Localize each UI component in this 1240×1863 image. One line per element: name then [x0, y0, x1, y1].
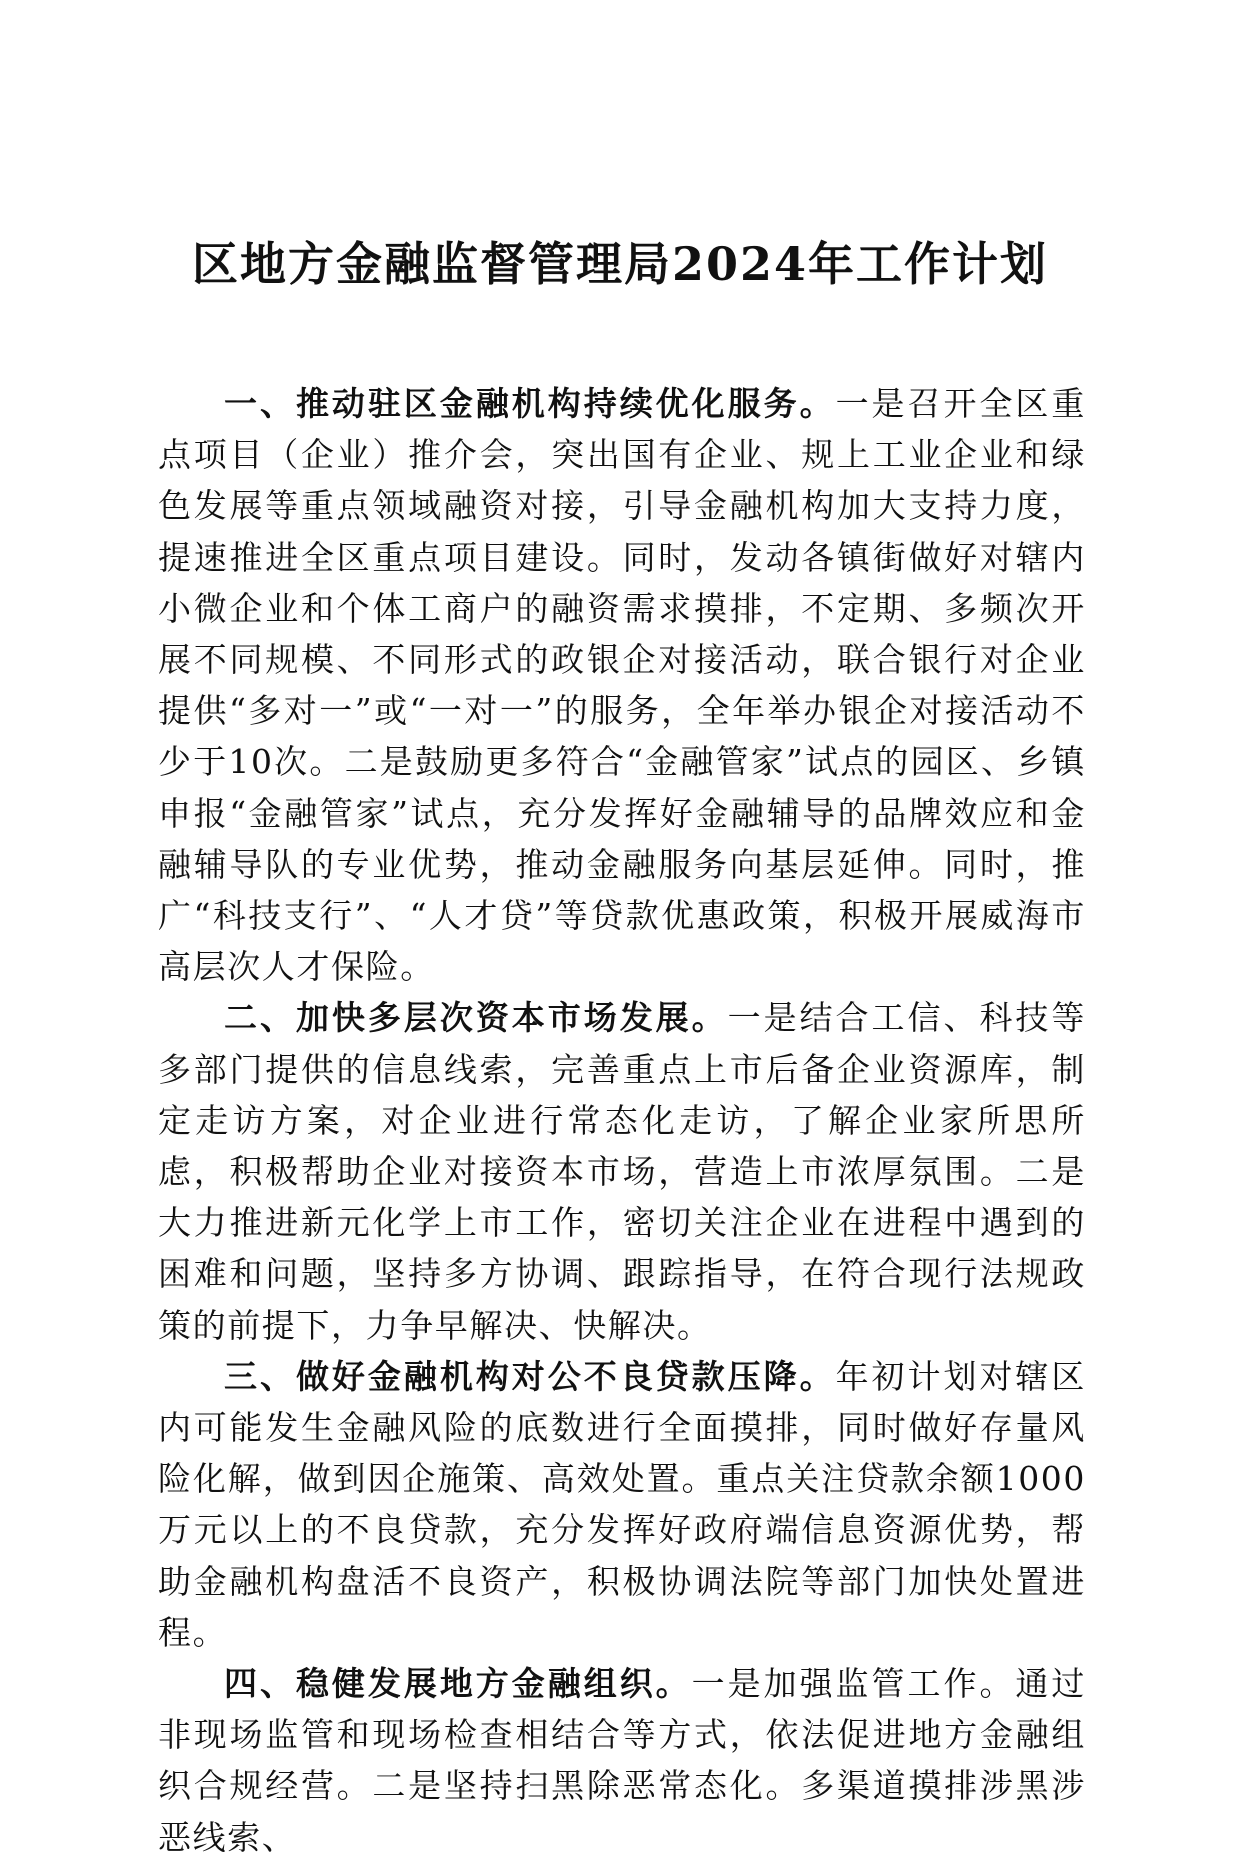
- section-2-text: 一是结合工信、科技等多部门提供的信息线索，完善重点上市后备企业资源库，制定走访方案，对企业进行常态化走访，了解企业家所思所虑，积极帮助企业对接资本市场，营造上市浓厚氛围。二是大力推进新元化学上市工作，密切关注企业在进程中遇到的困难和问题，坚持多方协调、跟踪指导，在符合现行法规政策的前提下，力争早解决、快解决。: [158, 998, 1087, 1345]
- section-3-text: 年初计划对辖区内可能发生金融风险的底数进行全面摸排，同时做好存量风险化解，做到因企施策、高效处置。重点关注贷款余额1000万元以上的不良贷款，充分发挥好政府端信息资源优势，帮助金融机构盘活不良资产，积极协调法院等部门加快处置进程。: [158, 1356, 1087, 1652]
- section-4-text: 一是加强监管工作。通过非现场监管和现场检查相结合等方式，依法促进地方金融组织合规经营。二是坚持扫黑除恶常态化。多渠道摸排涉黑涉恶线索、: [158, 1664, 1086, 1857]
- section-1-paragraph: [158, 378, 1086, 992]
- section-1-heading: 一、推动驻区金融机构持续优化服务。: [224, 384, 836, 423]
- section-3-heading: 三、做好金融机构对公不良贷款压降。: [224, 1356, 836, 1396]
- document-body: [158, 378, 1086, 1863]
- section-4-heading: 四、稳健发展地方金融组织。: [224, 1664, 692, 1704]
- section-3-paragraph: [158, 1351, 1086, 1658]
- section-1-text: 一是召开全区重点项目（企业）推介会，突出国有企业、规上工业企业和绿色发展等重点领域融资对接，引导金融机构加大支持力度，提速推进全区重点项目建设。同时，发动各镇街做好对辖内小微企业和个体工商户的融资需求摸排，不定期、多频次开展不同规模、不同形式的政银企对接活动，联合银行对企业提供“多对一”或“一对一”的服务，全年举办银企对接活动不少于10次。二是鼓励更多符合“金融管家”试点的园区、乡镇申报“金融管家”试点，充分发挥好金融辅导的品牌效应和金融辅导队的专业优势，推动金融服务向基层延伸。同时，推广“科技支行”、“人才贷”等贷款优惠政策，积极开展威海市高层次人才保险。: [158, 384, 1087, 987]
- section-2-paragraph: [158, 992, 1086, 1350]
- section-4-paragraph: [158, 1658, 1086, 1863]
- document-title: 区地方金融监督管理局2024年工作计划: [191, 237, 1049, 291]
- section-2-heading: 二、加快多层次资本市场发展。: [224, 998, 728, 1038]
